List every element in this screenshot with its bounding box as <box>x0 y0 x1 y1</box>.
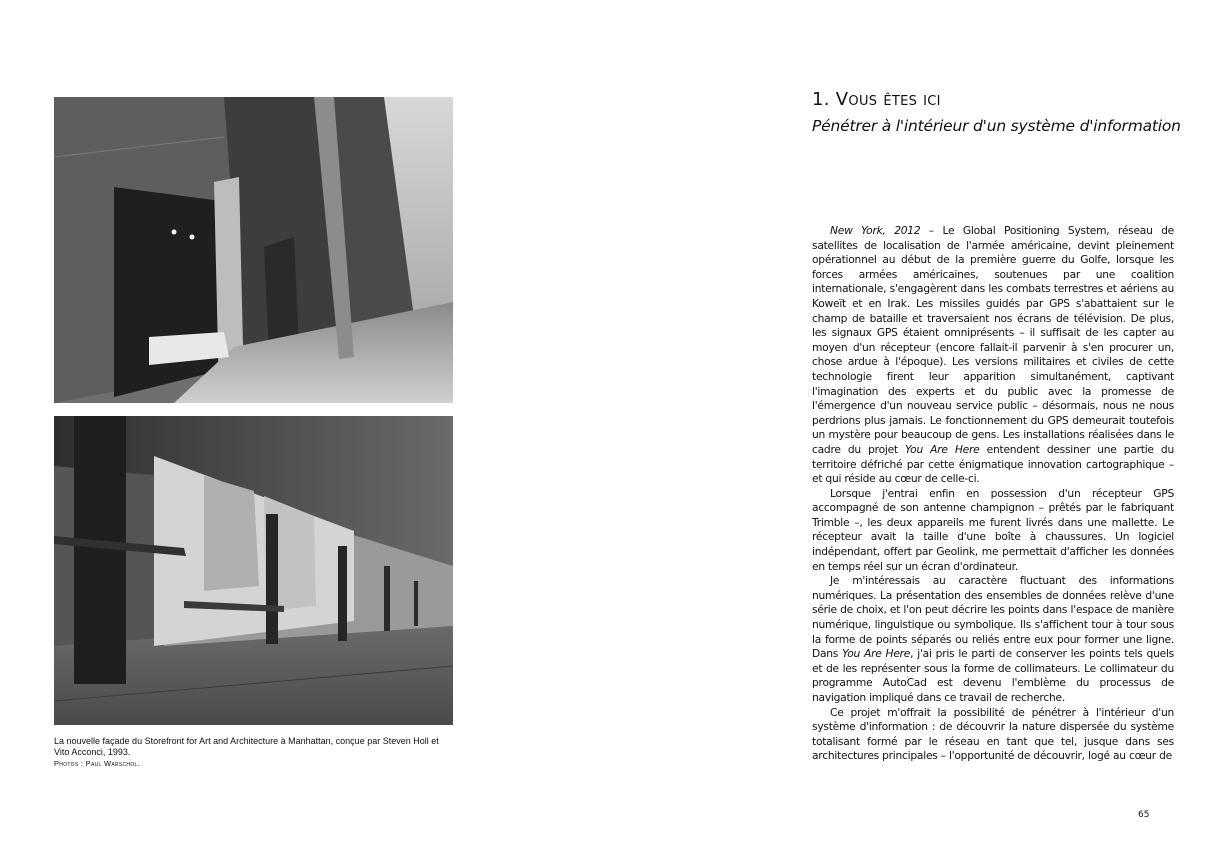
dateline: New York, 2012 <box>830 224 921 237</box>
chapter-heading <box>812 88 1182 136</box>
paragraph: Ce projet m'offrait la possibilité de pénétrer à l'intérieur d'un système d'information : de découvrir la nature dispersée du système totalisant formé par le réseau en tant que tel, jusque dans ses architectures principales – l'opportunité de découvrir, logé au cœur de <box>812 705 1174 763</box>
paragraph-text: – Le Global Positioning System, réseau de satellites de localisation de l'armée américaine, devint pleinement opérationnel au début de la première guerre du Golfe, lorsque les forces armées américaines, soutenues par une coalition internationale, s'engagèrent dans les combats terrestres et aériens au Koweït et en Irak. Les missiles guidés par GPS s'abattaient sur le champ de bataille et traversaient nos écrans de télévision. De plus, les signaux GPS étaient omniprésents – il suffisait de les capter au moyen d'un récepteur (encore fallait-il parvenir à s'en procurer un, chose ardue à l'époque). Les versions militaires et civiles de cette technologie firent leur apparition simultanément, captivant l'imagination des experts et du public avec la promesse de l'émergence d'un nouveau service public – désormais, nous ne nous perdrions plus jamais. Le fonctionnement du GPS demeurait toutefois un mystère pour beaucoup de gens. Les installations réalisées dans le cadre du projet <box>812 224 1174 456</box>
storefront-interior-photo <box>54 416 453 725</box>
figure-caption <box>54 736 454 769</box>
caption-text: La nouvelle façade du Storefront for Art and Architecture à Manhattan, conçue par Steven Holl et Vito Acconci, 1993. <box>54 736 439 757</box>
paragraph: Lorsque j'entrai enfin en possession d'un récepteur GPS accompagné de son antenne champignon – prêtés par le fabriquant Trimble –, les deux appareils me furent livrés dans une mallette. Le récepteur avait la taille d'une boîte à chaussures. Un logiciel indépendant, offert par Geolink, me permettait d'afficher les données en temps réel sur un écran d'ordinateur. <box>812 486 1174 573</box>
project-title: You Are Here <box>905 442 980 456</box>
chapter-title: 1. Vous êtes ici <box>812 89 941 110</box>
paragraph <box>812 574 1174 705</box>
paragraph-text: , j'ai pris le parti de conserver les points tels quels et de les représenter sous la forme de collimateurs. Le collimateur du programme AutoCad est devenu l'emblème du processus de navigation impliqué dans ce travail de recherche. <box>812 647 1174 704</box>
body-text <box>812 224 1174 764</box>
paragraph-text: entendent dessiner une partie du territoire défriché par cette énigmatique innovation cartographique – et qui réside au cœur de celle-ci. <box>812 442 1174 486</box>
paragraph <box>812 224 1174 487</box>
storefront-facade-photo <box>54 97 453 403</box>
photo-credit: Photos : Paul Warschol. <box>54 759 140 768</box>
project-title: You Are Here <box>842 647 911 661</box>
chapter-subtitle: Pénétrer à l'intérieur d'un système d'information <box>812 117 1181 135</box>
paragraph-text: Je m'intéressais au caractère fluctuant des informations numériques. La présentation des ensembles de données relève d'une série de choix, et l'on peut décrire les points dans l'espace de manière numérique, linguistique ou symbolique. Ils s'affichent tour à tour sous la forme de points séparés ou reliés entre eux pour former une ligne. Dans <box>812 574 1174 661</box>
page-number: 65 <box>1138 810 1150 820</box>
